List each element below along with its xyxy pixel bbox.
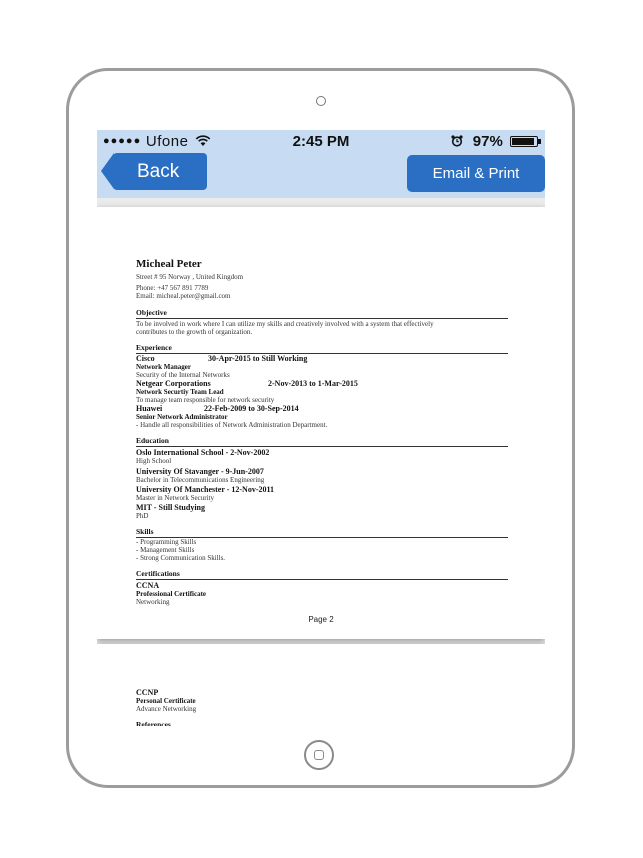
education-school: University Of Manchester - 12-Nov-2011 (136, 485, 275, 494)
alarm-clock-icon (451, 135, 463, 147)
section-divider (136, 446, 508, 447)
education-detail: Master in Network Security (136, 494, 214, 502)
resume-page-2 (97, 207, 545, 639)
education-school: MIT - Still Studying (136, 503, 205, 512)
job-dates: 2-Nov-2013 to 1-Mar-2015 (268, 379, 358, 388)
references-heading: References (136, 720, 171, 726)
education-detail: High School (136, 457, 172, 465)
skill-item: - Programming Skills (136, 538, 197, 546)
experience-heading: Experience (136, 343, 172, 352)
screen (97, 130, 545, 726)
camera-icon (316, 96, 326, 106)
objective-heading: Objective (136, 308, 167, 317)
objective-text-line-1: To be involved in work where I can utilize my skills and creatively involved with a system that effectively (136, 320, 434, 328)
section-divider (136, 579, 508, 580)
battery-percent: 97% (472, 133, 503, 150)
education-school: Oslo International School - 2-Nov-2002 (136, 448, 270, 457)
skills-heading: Skills (136, 527, 154, 536)
signal-strength-icon: ●●●●● (103, 135, 142, 147)
clock: 2:45 PM (292, 133, 350, 150)
certificate-type: Personal Certificate (136, 697, 196, 705)
job-title: Network Manager (136, 363, 192, 371)
battery-status (451, 133, 541, 150)
job-company: Huawei (136, 404, 163, 413)
home-button[interactable] (304, 740, 334, 770)
education-school: University Of Stavanger - 9-Jun-2007 (136, 467, 264, 476)
education-detail: Bachelor in Telecommunications Engineering (136, 476, 265, 484)
job-dates: 22-Feb-2009 to 30-Sep-2014 (204, 404, 299, 413)
certifications-heading: Certifications (136, 569, 180, 578)
resume-phone: Phone: +47 567 891 7789 (136, 284, 209, 292)
job-description: - Handle all responsibilities of Network Administration Department. (136, 421, 328, 429)
page-number: Page 2 (308, 615, 334, 624)
job-dates: 30-Apr-2015 to Still Working (208, 354, 308, 363)
certificate-field: Networking (136, 598, 170, 606)
resume-address: Street # 95 Norway , United Kingdom (136, 273, 244, 281)
resume-email: Email: micheal.peter@gmail.com (136, 292, 231, 300)
job-company: Cisco (136, 354, 155, 363)
job-description: Security of the Internal Networks (136, 371, 230, 379)
objective-text-line-2: contributes to the growth of organization. (136, 328, 253, 336)
education-heading: Education (136, 436, 169, 445)
job-company: Netgear Corporations (136, 379, 211, 388)
resume-page-3 (97, 644, 545, 726)
resume-name: Micheal Peter (136, 258, 202, 270)
job-title: Network Securtiy Team Lead (136, 388, 224, 396)
education-detail: PhD (136, 512, 149, 520)
job-title: Senior Network Administrator (136, 413, 228, 421)
certificate-name: CCNP (136, 688, 159, 697)
certificate-field: Advance Networking (136, 705, 197, 713)
certificate-name: CCNA (136, 581, 160, 590)
skill-item: - Management Skills (136, 546, 195, 554)
battery-icon (510, 136, 538, 147)
home-icon (314, 750, 324, 760)
job-description: To manage team responsible for network security (136, 396, 275, 404)
navigation-bar (97, 130, 545, 198)
section-divider (136, 318, 508, 319)
back-button[interactable]: Back (113, 153, 207, 190)
carrier-name: Ufone (145, 133, 189, 150)
email-print-button[interactable]: Email & Print (407, 155, 545, 192)
certificate-type: Professional Certificate (136, 590, 207, 598)
skill-item: - Strong Communication Skills. (136, 554, 226, 562)
status-bar (97, 130, 545, 152)
battery-tip (538, 139, 541, 144)
section-divider (136, 353, 508, 354)
